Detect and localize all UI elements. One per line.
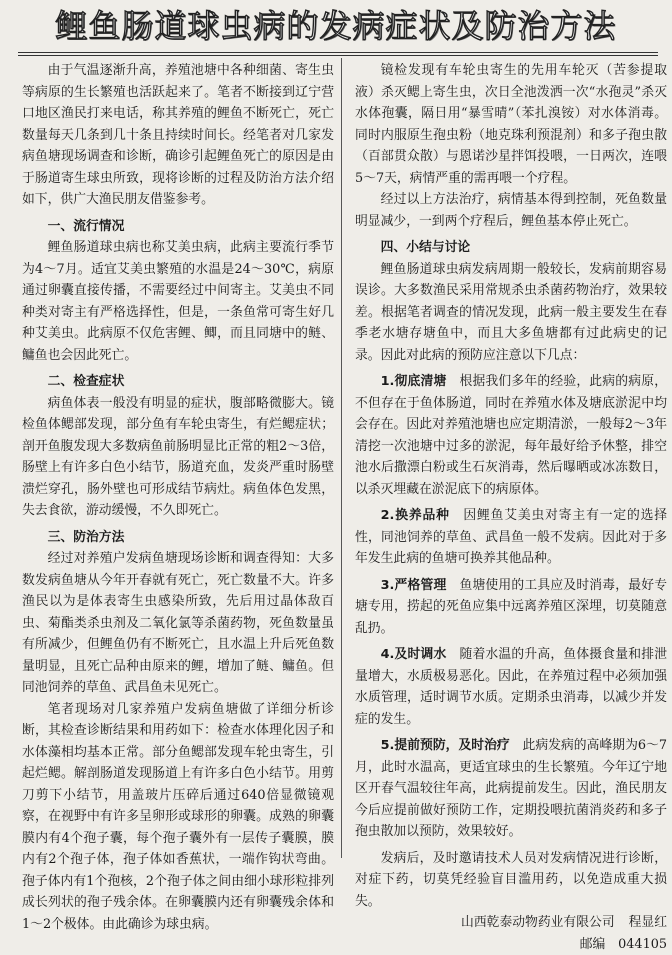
prevention-item-label: 4.及时调水 <box>381 647 447 662</box>
section-heading-summary: 四、小结与讨论 <box>355 237 667 259</box>
right-column <box>355 60 667 955</box>
prevention-item-text: 鱼塘使用的工具应及时消毒，最好专塘专用，捞起的死鱼应集中远离养殖区深埋，切莫随意乱扔。 <box>355 578 667 636</box>
prevention-item-5 <box>355 735 667 843</box>
prevention-item-label: 5.提前预防，及时治疗 <box>381 738 510 753</box>
section-heading-treatment: 三、防治方法 <box>22 527 334 549</box>
prevention-item-text: 随着水温的升高，鱼体摄食量和排泄量增大，水质极易恶化。因此，在养殖过程中必须加强水质管理，适时调节水质。定期杀虫消毒，以减少并发症的发生。 <box>355 647 667 727</box>
treatment-paragraph-2: 笔者现场对几家养殖户发病鱼塘做了详细分析诊断，其检查诊断结果和用药如下：检查水体理化因子和水体藻相均基本正常。部分鱼鳃部发现车轮虫寄生，引起烂鳃。解剖肠道发现肠道上有许多白色小结节。用剪刀剪下小结节，用盖玻片压碎后通过640倍显微镜观察，在视野中有许多呈卵形或球形的卵囊。成熟的卵囊膜内有4个孢子囊，每个孢子囊外有一层传子囊膜，膜内有2个孢子体，孢子体如香蕉状，一端作钩状弯曲。孢子体内有1个孢核，2个孢子体之间由细小球形粒排列成长列状的孢子残余体。在卵囊膜内还有卵囊残余体和1～2个极体。由此确诊为球虫病。 <box>22 699 334 936</box>
prevention-item-label: 3.严格管理 <box>381 578 447 593</box>
left-column <box>22 60 334 935</box>
title-underline-thin <box>18 55 658 56</box>
treatment-paragraph-3: 镜检发现有车轮虫寄生的先用车轮灭（苦参提取液）杀灭鳃上寄生虫，次日全池泼洒一次“水孢灵”杀灭水体孢囊，隔日用“暴雪晴”（苯扎溴铵）对水体消毒。同时内服原生孢虫粉（地克珠利预混剂）和多子孢虫散（百部贯众散）与恩诺沙星拌饵投喂，一日两次，连喂5～7天，病情严重的需再喂一个疗程。 <box>355 60 667 189</box>
prevention-item-text: 根据我们多年的经验，此病的病原，不但存在于鱼体肠道，同时在养殖水体及塘底淤泥中均会存在。因此对养殖池塘也应定期清淤，一般每2～3年清挖一次池塘中过多的淤泥，每年最好给予休整，排空池水后撒漂白粉或生石灰消毒，然后曝晒或冰冻数日，以杀灭埋藏在淤泥底下的病原体。 <box>355 374 667 497</box>
column-divider <box>341 58 342 858</box>
postcode: 邮编 044105 <box>355 934 667 955</box>
author-signature <box>355 912 667 934</box>
summary-paragraph: 鲤鱼肠道球虫病发病周期一般较长，发病前期容易误诊。大多数渔民采用常规杀虫杀菌药物治疗，效果较差。根据笔者调查的情况发现，此病一般主要发生在春季老水塘存塘鱼中，而且大多鱼塘都有过此病史的记录。因此对此病的预防应注意以下几点： <box>355 259 667 367</box>
title-underline <box>18 52 658 53</box>
treatment-paragraph-1: 经过对养殖户发病鱼塘现场诊断和调查得知：大多数发病鱼塘从今年开春就有死亡，死亡数量不大。许多渔民以为是体表寄生虫感染所致，先后用过晶体敌百虫、菊酯类杀虫剂及二氧化氯等杀菌药物，死鱼数量虽有所减少，但鲤鱼仍有不断死亡，且水温上升后死鱼数量明显，且死亡品种由原来的鲤，增加了鲢、鳙鱼。但同池饲养的草鱼、武昌鱼未见死亡。 <box>22 548 334 699</box>
section-heading-epidemic: 一、流行情况 <box>22 216 334 238</box>
prevention-item-3 <box>355 575 667 640</box>
prevention-item-text: 因鲤鱼艾美虫对寄主有一定的选择性，同池饲养的草鱼、武昌鱼一般不发病。因此对于多年发生此病的鱼塘可换养其他品种。 <box>355 508 667 566</box>
affiliation: 山西乾泰动物药业有限公司 <box>461 915 615 930</box>
intro-paragraph: 由于气温逐渐升高，养殖池塘中各种细菌、寄生虫等病原的生长繁殖也活跃起来了。笔者不断接到辽宁营口地区渔民打来电话，称其养殖的鲤鱼不断死亡，死亡数量每天几条到几十条且持续时间长。经笔者对几家发病鱼塘现场调查和诊断，确诊引起鲤鱼死亡的原因是由于肠道寄生球虫所致，现将诊断的过程及防治方法介绍如下，供广大渔民朋友借鉴参考。 <box>22 60 334 211</box>
prevention-item-label: 2.换养品种 <box>381 508 450 523</box>
article-title: 鲤鱼肠道球虫病的发病症状及防治方法 <box>0 4 672 48</box>
prevention-item-text: 此病发病的高峰期为6～7月，此时水温高，更适宜球虫的生长繁殖。今年辽宁地区开春气温较往年高，此病提前发生。因此，渔民朋友今后应提前做好预防工作，定期投喂抗菌消炎药和多子孢虫散加以预防，效果较好。 <box>355 738 667 839</box>
section-heading-symptoms: 二、检查症状 <box>22 371 334 393</box>
prevention-item-2 <box>355 505 667 570</box>
prevention-item-1 <box>355 371 667 500</box>
prevention-item-4 <box>355 644 667 730</box>
treatment-result-paragraph: 经过以上方法治疗，病情基本得到控制，死鱼数量明显减少，一到两个疗程后，鲤鱼基本停止死亡。 <box>355 189 667 232</box>
epidemic-paragraph: 鲤鱼肠道球虫病也称艾美虫病，此病主要流行季节为4～7月。适宜艾美虫繁殖的水温是24～30℃，病原通过卵囊直接传播，不需要经过中间寄主。艾美虫不同种类对寄主有严格选择性，但是，一条鱼常可寄生好几种艾美虫。此病原不仅危害鲤、鲫，而且同塘中的鲢、鳙鱼也会因此死亡。 <box>22 237 334 366</box>
closing-paragraph: 发病后，及时邀请技术人员对发病情况进行诊断，对症下药，切莫凭经验盲目滥用药，以免造成重大损失。 <box>355 848 667 913</box>
symptoms-paragraph: 病鱼体表一般没有明显的症状，腹部略微膨大。镜检鱼体鳃部发现，部分鱼有车轮虫寄生，有烂鳃症状；剖开鱼腹发现大多数病鱼前肠明显比正常的粗2～3倍，肠壁上有许多白色小结节，肠道充血，发炎严重时肠壁溃烂穿孔，肠外壁也可形成结节病灶。病鱼体色发黑，失去食欲，游动缓慢，不久即死亡。 <box>22 393 334 522</box>
prevention-item-label: 1.彻底清塘 <box>381 374 447 389</box>
author-name: 程显红 <box>629 915 667 930</box>
